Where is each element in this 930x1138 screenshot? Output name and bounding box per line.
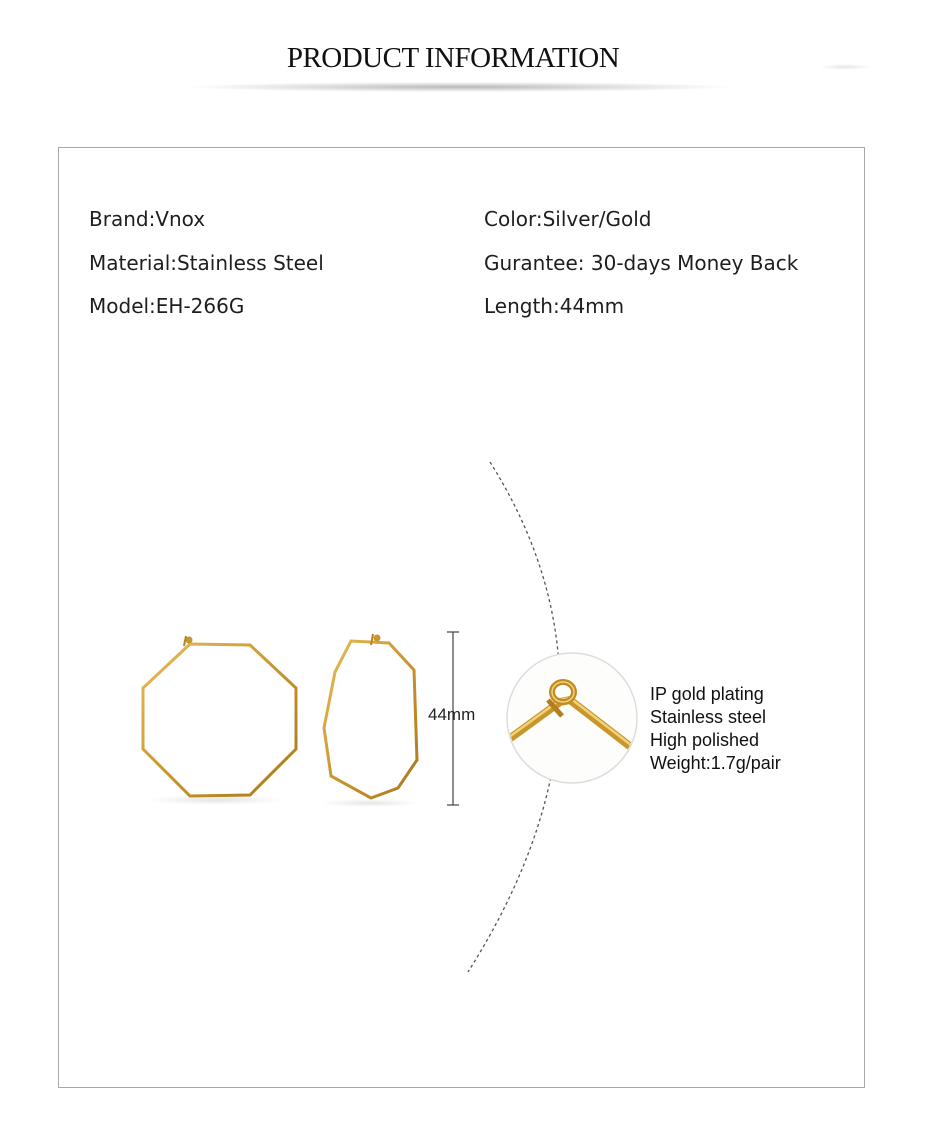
spec-guarantee: Gurantee: 30-days Money Back — [484, 251, 799, 275]
clasp-closeup — [505, 653, 640, 783]
feature-plating: IP gold plating — [650, 684, 764, 704]
spec-material: Material:Stainless Steel — [89, 251, 324, 275]
octagon-earring-large — [143, 636, 296, 805]
feature-finish: High polished — [650, 730, 760, 750]
octagon-earring-elongated — [320, 634, 420, 807]
length-label: 44mm — [428, 705, 476, 724]
spec-length: Length:44mm — [484, 294, 625, 318]
spec-color: Color:Silver/Gold — [484, 207, 652, 231]
feature-weight: Weight:1.7g/pair — [650, 753, 781, 773]
feature-material: Stainless steel — [650, 707, 767, 727]
spec-model: Model:EH-266G — [89, 294, 245, 318]
page-title: PRODUCT INFORMATION — [286, 42, 620, 74]
spec-brand: Brand:Vnox — [89, 207, 206, 231]
